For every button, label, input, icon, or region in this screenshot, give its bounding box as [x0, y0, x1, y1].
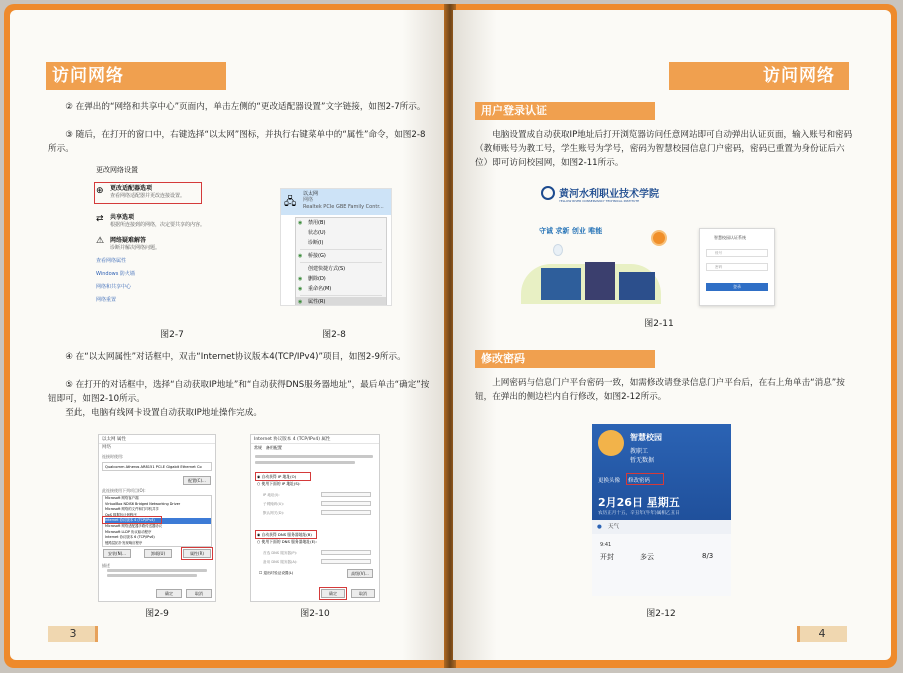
- fig10-title: Internet 协议版本 4 (TCP/IPv4) 属性: [251, 435, 379, 444]
- fig9-item[interactable]: VirtualBox NDIS6 Bridged Networking Driver: [105, 501, 181, 506]
- fig10-auto-dns-radio[interactable]: ◉ 自动获得 DNS 服务器地址(B): [257, 532, 312, 537]
- fig10-gateway-field[interactable]: [321, 510, 371, 515]
- fig10-ip-field[interactable]: [321, 492, 371, 497]
- sub-banner-login: 用户登录认证: [475, 102, 655, 120]
- left-para-4: ⑤ 在打开的对话框中，选择“自动获取IP地址”和“自动获得DNS服务器地址”，最后单击“确定”按钮即可，如图2-10所示。: [48, 380, 430, 404]
- fig10-gateway-label: 默认网关(D):: [263, 511, 285, 515]
- fig9-item[interactable]: QoS 数据包计划程序: [105, 512, 137, 517]
- left-para-5: 至此，电脑有线网卡设置自动获取IP地址操作完成。: [65, 408, 262, 418]
- fig9-highlight: [102, 516, 162, 524]
- caption-2-7: 图2-7: [160, 330, 184, 340]
- weather-temp: 8/3: [702, 552, 714, 560]
- weather-header: ● 天气: [592, 520, 731, 534]
- fig7-item1-title[interactable]: 更改适配器选项: [110, 185, 153, 192]
- building-3: [619, 272, 655, 300]
- right-para-1: 电脑设置成自动获取IP地址后打开浏览器访问任意网站即可自动弹出认证页面，输入账号和密码（教师账号为教工号，学生账号为学号，密码为智慧校园信息门户密码，密码已重置为身份证后六位）即可访问校园网，如图2-11所示。: [475, 130, 853, 168]
- avatar[interactable]: [598, 430, 624, 456]
- globe-icon: ⊕: [96, 186, 104, 196]
- fig9-ok-button[interactable]: 确定: [156, 589, 182, 598]
- login-button[interactable]: 登录: [706, 283, 768, 291]
- fig10-auto-ip-highlight: [255, 472, 311, 481]
- fig9-cancel-button[interactable]: 取消: [186, 589, 212, 598]
- login-card: [699, 228, 775, 306]
- login-pass-input[interactable]: 密码: [706, 263, 768, 271]
- fig9-install-button[interactable]: 安装(N)...: [103, 549, 131, 558]
- fig9-uninstall-button[interactable]: 卸载(U): [144, 549, 172, 558]
- caption-2-10: 图2-10: [300, 609, 330, 619]
- date-text: 2月26日 星期五: [598, 496, 680, 509]
- adapter-card: Realtek PCIe GBE Family Contr...: [303, 204, 384, 210]
- fig7-item2-desc: 根据所连接到的网络，决定要共享的内容。: [110, 222, 206, 228]
- login-title: 智慧校园认证系统: [714, 235, 746, 240]
- fig10-tab-general[interactable]: 常规: [254, 445, 262, 450]
- fig10-ok-button[interactable]: 确定: [321, 589, 345, 598]
- app-name: 智慧校园: [630, 433, 662, 442]
- fig9-connect-label: 连接时使用:: [102, 454, 124, 459]
- right-page: [453, 10, 891, 660]
- caption-2-9: 图2-9: [145, 609, 169, 619]
- balloon-icon: [553, 244, 563, 256]
- book-frame: [4, 4, 897, 668]
- left-para-1: ② 在弹出的“网络和共享中心”页面内，单击左侧的“更改适配器设置”文字链接，如图2-7所示。: [65, 102, 426, 112]
- adapter-sub: 网络: [303, 197, 314, 203]
- fig10-dns1-label: 首选 DNS 服务器(P):: [263, 551, 298, 555]
- right-section-banner: 访问网络: [669, 62, 849, 90]
- caption-2-8: 图2-8: [322, 330, 346, 340]
- fig7-link-3[interactable]: 网络重置: [96, 297, 117, 303]
- fig10-ip-label: IP 地址(I):: [263, 493, 280, 497]
- fig9-properties-button[interactable]: 属性(R): [183, 549, 211, 558]
- fig7-item3-title[interactable]: 网络疑难解答: [110, 237, 147, 244]
- fig10-auto-ip-radio[interactable]: ◉ 自动获得 IP 地址(O): [257, 474, 297, 479]
- fig7-item1-desc: 查看网络适配器并更改连接设置。: [110, 193, 186, 199]
- fig9-title: 以太网 属性: [99, 435, 215, 444]
- fig10-mask-label: 子网掩码(U):: [263, 502, 285, 506]
- menu-item-shortcut[interactable]: 创建快捷方式(S): [308, 266, 346, 272]
- menu-item-rename[interactable]: ◉ 重命名(M): [298, 286, 332, 292]
- fig10-dns2-field[interactable]: [321, 559, 371, 564]
- building-1: [541, 268, 581, 300]
- right-para-2: 上网密码与信息门户平台密码一致，如需修改请登录信息门户平台后，在右上角单击“消息”按钮，在弹出的侧边栏内自行修改，如图2-12所示。: [475, 378, 845, 402]
- login-user-input[interactable]: 账号: [706, 249, 768, 257]
- menu-item-diagnose[interactable]: 诊断(I): [308, 240, 324, 246]
- fig9-item[interactable]: Microsoft 网络客户端: [105, 496, 139, 500]
- school-name-en: YELLOW RIVER CONSERVANCY TECHNICAL INSTITUTE: [559, 199, 640, 203]
- right-page-number: 4: [797, 626, 847, 642]
- left-page-number: 3: [48, 626, 98, 642]
- fig7-link-2[interactable]: 网络和共享中心: [96, 284, 132, 290]
- menu-item-disable[interactable]: ◉ 禁用(B): [298, 220, 326, 226]
- change-avatar-button[interactable]: 更换头像: [598, 478, 621, 484]
- fig10-mask-field[interactable]: [321, 501, 371, 506]
- role-text: 教职工: [630, 448, 649, 455]
- building-2: [585, 262, 615, 300]
- password-highlight: [626, 473, 664, 485]
- menu-item-bridge[interactable]: ◉ 桥接(G): [298, 253, 326, 259]
- fig9-items-label: 此连接使用下列项目(O):: [102, 488, 146, 493]
- fig10-manual-ip-radio[interactable]: ○ 使用下面的 IP 地址(S):: [257, 481, 301, 486]
- fig7-heading: 更改网络设置: [96, 166, 138, 174]
- caption-2-11: 图2-11: [644, 319, 674, 329]
- school-name: 黄河水利职业技术学院: [559, 189, 659, 200]
- school-logo-icon: [541, 186, 555, 200]
- school-slogan: 守诚 求新 创业 唯能: [539, 227, 603, 235]
- figure-2-11: [541, 180, 781, 310]
- adapter-name: 以太网: [303, 191, 319, 197]
- fig7-item3-desc: 诊断并解决网络问题。: [110, 245, 161, 251]
- fig10-cancel-button[interactable]: 取消: [351, 589, 375, 598]
- weather-icon: ●: [597, 524, 602, 530]
- highlight-box: [94, 182, 202, 204]
- menu-item-status[interactable]: 状态(U): [308, 230, 326, 236]
- fig9-item[interactable]: Internet 协议版本 6 (TCP/IPv6): [105, 535, 155, 540]
- left-para-2: ③ 随后，在打开的窗口中，右键选择“以太网”图标，并执行右键菜单中的“属性”命令，如图2-8所示。: [48, 130, 426, 154]
- fig10-ok-highlight: [319, 587, 347, 600]
- menu-item-delete[interactable]: ◉ 删除(D): [298, 276, 326, 282]
- fig9-item[interactable]: Microsoft 网络适配器多路传送器协议: [105, 523, 163, 528]
- fig10-validate-checkbox[interactable]: ☐ 退出时验证设置(L): [259, 571, 294, 575]
- fig9-tab[interactable]: 网络: [102, 445, 111, 450]
- figure-2-12: [592, 424, 731, 596]
- fig10-advanced-button[interactable]: 高级(V)...: [347, 569, 373, 578]
- weather-city: 开封: [600, 553, 614, 561]
- network-adapter-icon: 🖧: [284, 195, 297, 208]
- fig10-tab-alt[interactable]: 备用配置: [265, 445, 282, 450]
- sun-icon: [653, 232, 665, 244]
- menu-item-properties[interactable]: ◉ 属性(R): [296, 297, 386, 306]
- left-section-banner: 访问网络: [46, 62, 226, 90]
- fig7-link-1[interactable]: Windows 防火墙: [96, 271, 135, 277]
- lunar-text: 农历正月十五，辛丑年(牛年)属相乙丑日: [598, 511, 680, 516]
- fig7-item2-title[interactable]: 共享选项: [110, 214, 135, 221]
- fig9-desc-label: 描述: [102, 563, 110, 568]
- left-page: [10, 10, 446, 660]
- adapter-row[interactable]: [281, 189, 392, 215]
- fig7-link-0[interactable]: 查看网络属性: [96, 258, 127, 264]
- fig10-auto-dns-highlight: [255, 530, 317, 539]
- figure-2-10: [250, 434, 380, 602]
- weather-time: 9:41: [600, 542, 612, 548]
- data-text: 暂无数据: [630, 457, 655, 464]
- weather-card: [592, 534, 731, 596]
- fig9-item[interactable]: Microsoft 网络的文件和打印机共享: [105, 507, 159, 512]
- fig10-manual-dns-radio[interactable]: ○ 使用下面的 DNS 服务器地址(E):: [257, 539, 317, 544]
- figure-2-8: [280, 188, 392, 306]
- sub-banner-password: 修改密码: [475, 350, 655, 368]
- fig9-item[interactable]: 链路层拓扑发现响应程序: [105, 540, 143, 545]
- fig9-item-selected[interactable]: Internet 协议版本 4 (TCP/IPv4): [105, 518, 211, 524]
- figure-2-7: [92, 160, 220, 308]
- context-menu: [295, 217, 387, 305]
- fig10-dns1-field[interactable]: [321, 550, 371, 555]
- fig9-props-highlight: [181, 547, 213, 560]
- figure-2-9: [98, 434, 216, 602]
- change-password-button[interactable]: 修改密码: [628, 478, 651, 484]
- fig9-adapter: Qualcomm Atheros AR8151 PCI-E Gigabit Ethernet Co: [102, 462, 212, 471]
- fig9-item[interactable]: Microsoft LLDP 协议驱动程序: [105, 529, 152, 534]
- share-icon: ⇄: [96, 214, 104, 224]
- left-para-3: ④ 在“以太网属性”对话框中，双击“Internet协议版本4(TCP/IPv4)”项目，如图2-9所示。: [65, 352, 406, 362]
- fig10-dns2-label: 备用 DNS 服务器(A):: [263, 560, 298, 564]
- caption-2-12: 图2-12: [646, 609, 676, 619]
- warning-icon: ⚠: [96, 236, 105, 246]
- fig9-config-button[interactable]: 配置(C)...: [183, 476, 211, 485]
- weather-desc: 多云: [640, 553, 654, 561]
